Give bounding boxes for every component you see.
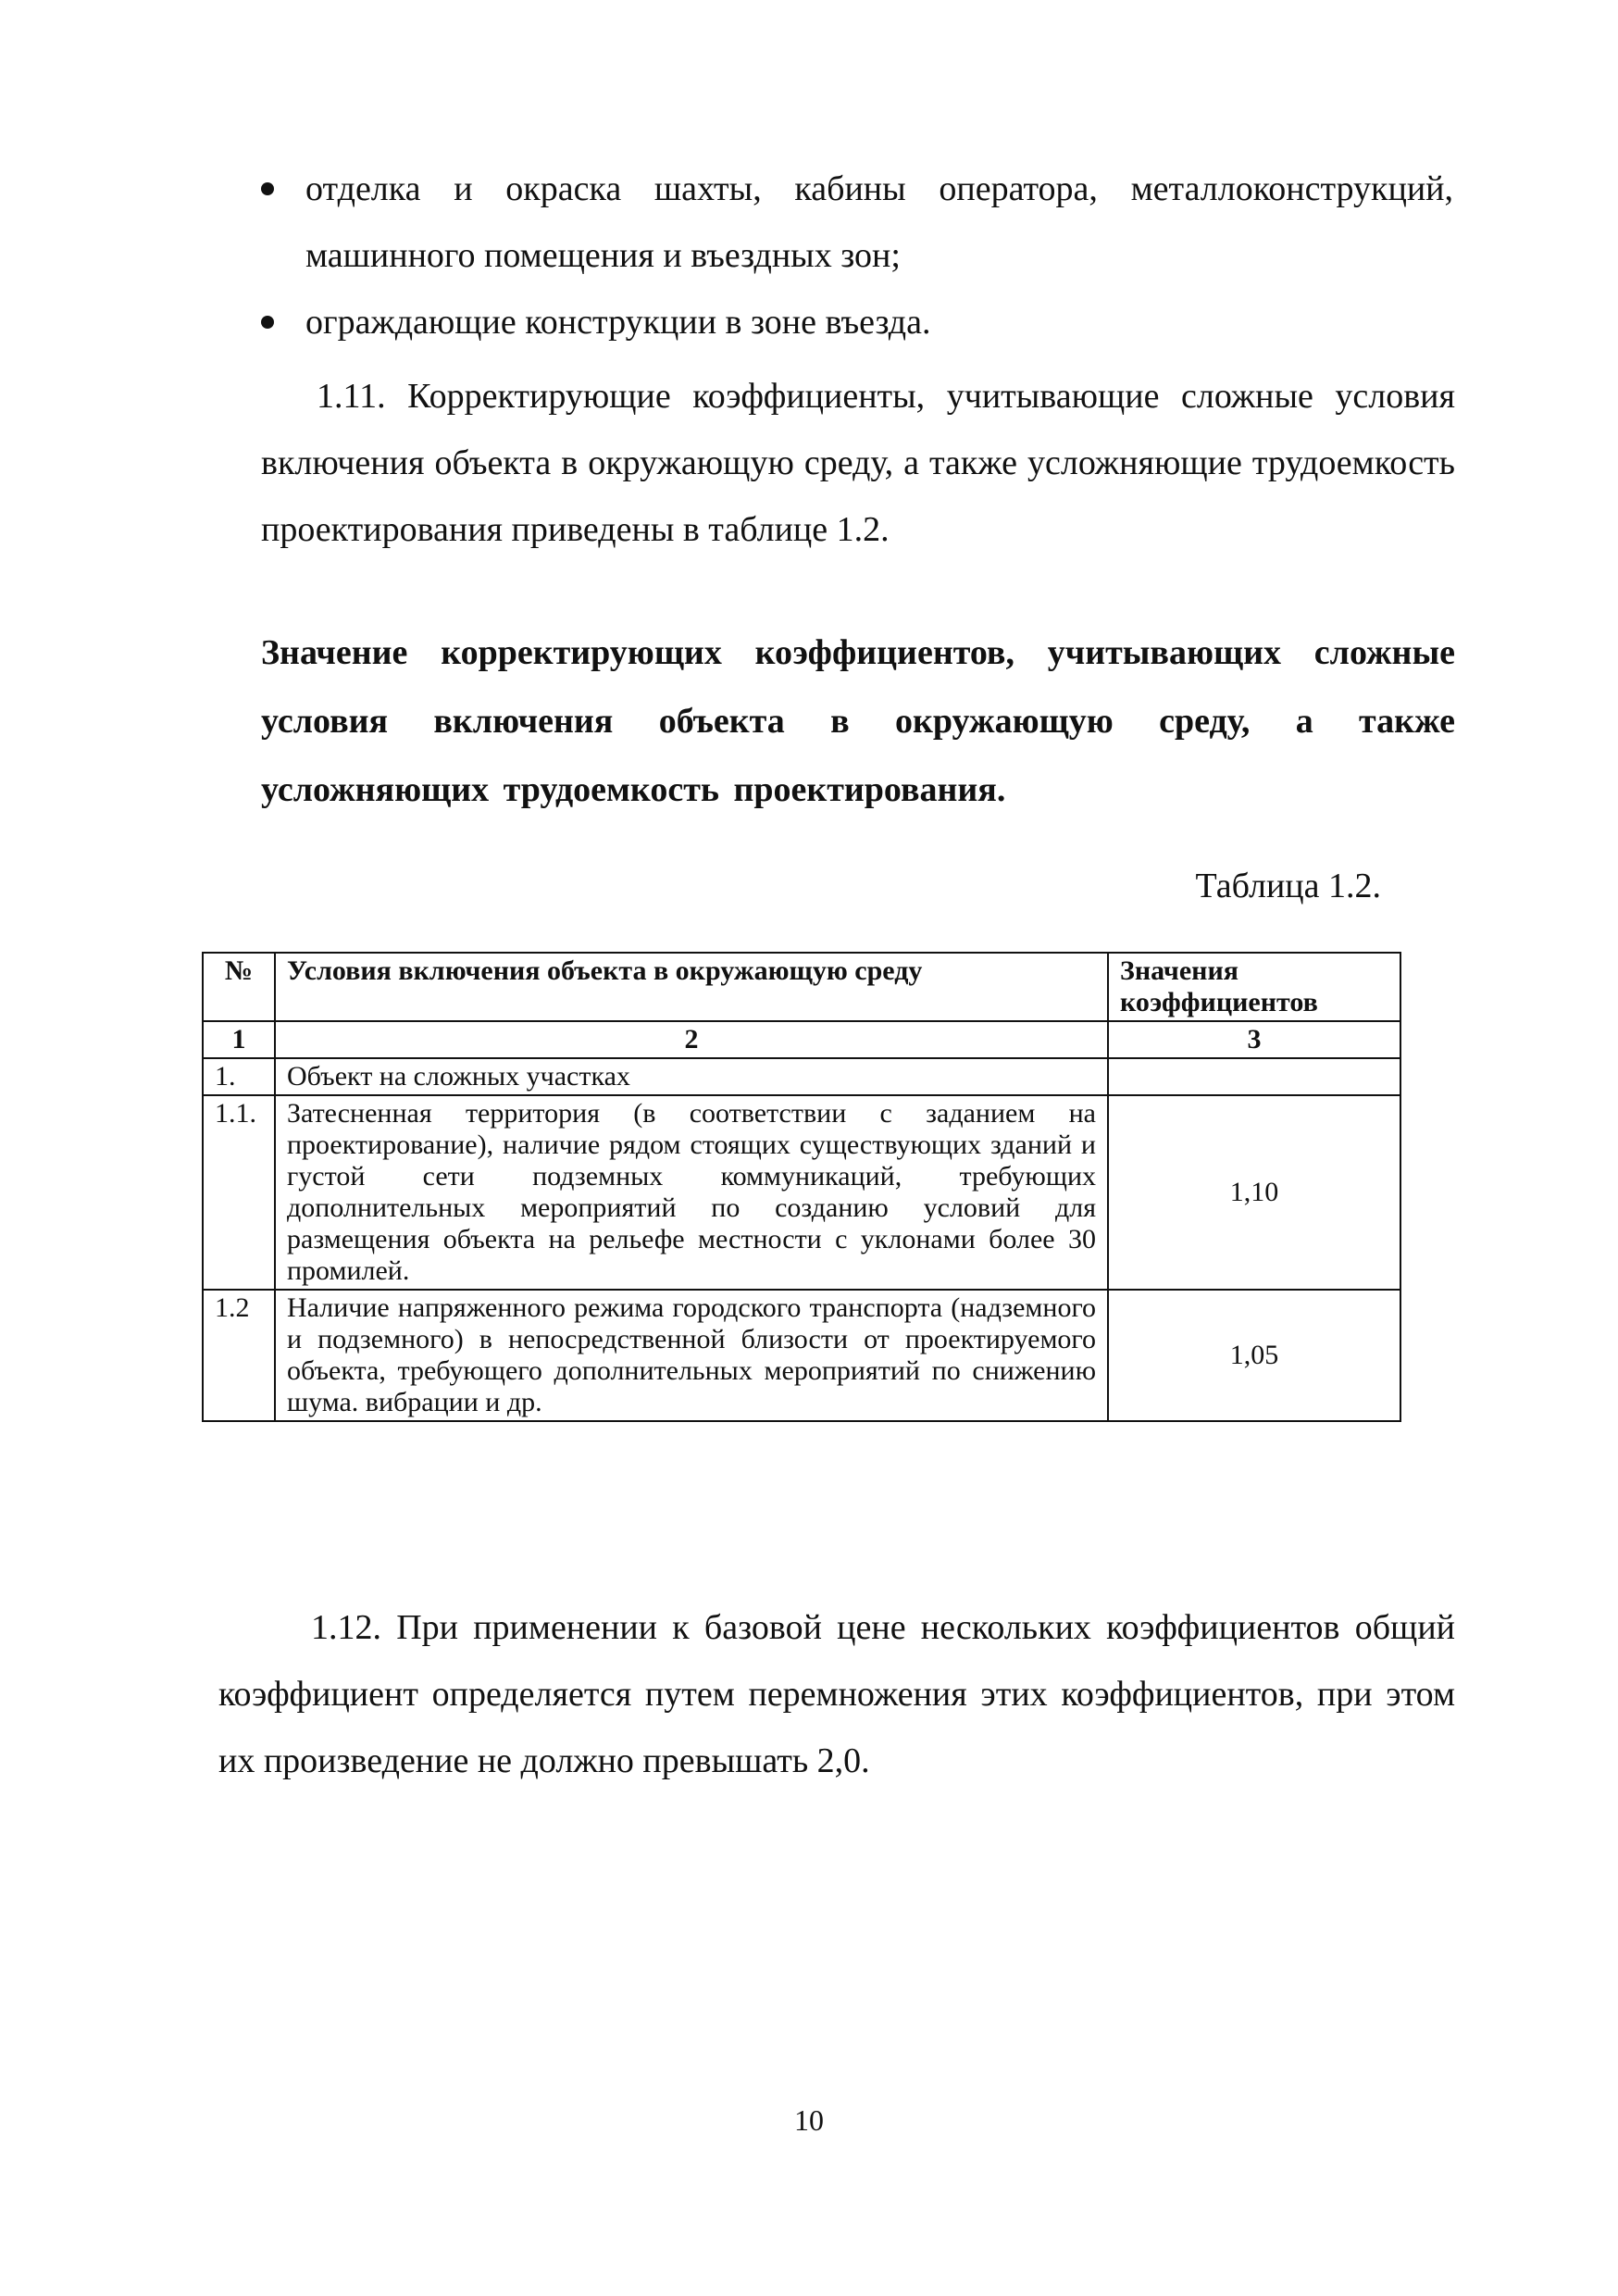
table-heading: Значение корректирующих коэффициентов, учитывающих сложные условия включения объекта в окружающую среду, а также усложняющих трудоемкость проектирования. [261, 633, 1455, 809]
row-value: 1,05 [1108, 1290, 1400, 1421]
row-value: 1,10 [1108, 1095, 1400, 1290]
row-condition: Затесненная территория (в соответствии с заданием на проектирование), наличие рядом стоящих существующих зданий и густой сети подземных коммуникаций, требующих дополнительных мероприятий по созданию условий для размещения объекта на рельефе местности с уклонами более 30 промилей. [275, 1095, 1108, 1290]
paragraph-1-11: 1.11. Корректирующие коэффициенты, учитывающие сложные условия включения объекта в окружающую среду, а также усложняющие трудоемкость проектирования приведены в таблице 1.2. [261, 377, 1455, 549]
table-header-row [203, 953, 1400, 1021]
row-condition: Объект на сложных участках [275, 1058, 1108, 1095]
table-caption: Таблица 1.2. [1195, 867, 1381, 905]
row-number: 1.1. [203, 1095, 275, 1290]
coefficients-table [202, 952, 1401, 1422]
column-number: 3 [1108, 1021, 1400, 1058]
bullet-list [250, 156, 1453, 356]
paragraph-1-12: 1.12. При применении к базовой цене нескольких коэффициентов общий коэффициент определяется путем перемножения этих коэффициентов, при этом их произведение не должно превышать 2,0. [218, 1608, 1455, 1780]
header-number: № [203, 953, 275, 1021]
column-number: 1 [203, 1021, 275, 1058]
row-value [1108, 1058, 1400, 1095]
row-number: 1.2 [203, 1290, 275, 1421]
table-row [203, 1095, 1400, 1290]
header-conditions: Условия включения объекта в окружающую среду [275, 953, 1108, 1021]
table-row [203, 1058, 1400, 1095]
bullet-item: ограждающие конструкции в зоне въезда. [250, 289, 1453, 356]
column-number: 2 [275, 1021, 1108, 1058]
row-condition: Наличие напряженного режима городского транспорта (надземного и подземного) в непосредственной близости от проектируемого объекта, требующего дополнительных мероприятий по снижению шума. вибрации и др. [275, 1290, 1108, 1421]
table-column-numbers-row [203, 1021, 1400, 1058]
header-values: Значения коэффициентов [1108, 953, 1400, 1021]
row-number: 1. [203, 1058, 275, 1095]
bullet-item: отделка и окраска шахты, кабины оператора, металлоконструкций, машинного помещения и въездных зон; [250, 156, 1453, 289]
page-number: 10 [794, 2103, 824, 2137]
table-row [203, 1290, 1400, 1421]
